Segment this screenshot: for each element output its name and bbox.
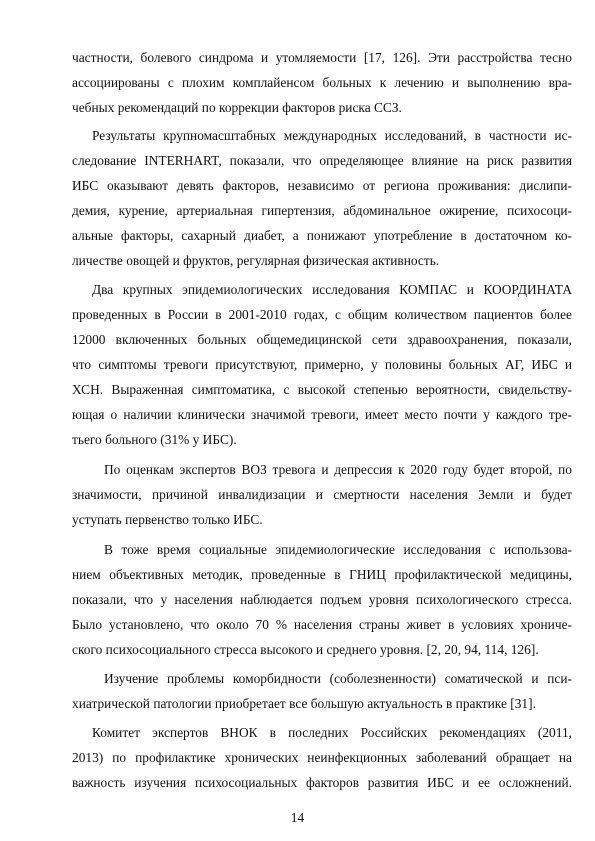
paragraph-2-line-6: личестве овощей и фруктов, регулярная физическая активность.	[72, 253, 440, 268]
paragraph-1-line-3: чебных рекомендаций по коррекции факторов риска ССЗ.	[72, 100, 402, 115]
paragraph-2-line-5: альные факторы, сахарный диабет, а понижают употребление в достаточном ко-	[72, 228, 572, 243]
paragraph-7-line-2: 2013) по профилактике хронических неинфекционных заболеваний обращает на	[72, 750, 572, 765]
paragraph-3-line-3: 12000 включенных больных общемедицинской сети здравоохранения, показали,	[72, 332, 572, 347]
paragraph-1-line-1: частности, болевого синдрома и утомляемости [17, 126]. Эти расстройства тесно	[72, 50, 572, 65]
paragraph-3-line-5: ХСН. Выраженная симптоматика, с высокой степенью вероятности, свидельству-	[72, 382, 572, 397]
paragraph-3-line-7: тьего больного (31% у ИБС).	[72, 432, 237, 447]
paragraph-2-line-2: следование INTERHART, показали, что определяющее влияние на риск развития	[72, 153, 572, 168]
paragraph-5-line-4: Было установлено, что около 70 % населения страны живет в условиях хрониче-	[72, 617, 572, 632]
paragraph-4-line-2: значимости, причиной инвалидизации и смертности населения Земли и будет	[72, 487, 572, 502]
page-number: 14	[290, 810, 305, 825]
paragraph-4-line-3: уступать первенство только ИБС.	[72, 512, 263, 527]
paragraph-3-line-6: ющая о наличии клинически значимой тревоги, имеет место почти у каждого тре-	[72, 407, 572, 422]
paragraph-6-line-2: хиатрической патологии приобретает все большую актуальность в практике [31].	[72, 696, 536, 711]
paragraph-6-line-1: Изучение проблемы коморбидности (соболезненности) соматической и пси-	[104, 671, 572, 686]
paragraph-2-line-1: Результаты крупномасштабных международных исследований, в частности ис-	[92, 128, 572, 143]
paragraph-2-line-4: демия, курение, артериальная гипертензия, абдоминальное ожирение, психосоци-	[72, 203, 572, 218]
paragraph-5-line-3: показали, что у населения наблюдается подъем уровня психологического стресса.	[72, 592, 572, 607]
paragraph-5-line-2: нием объективных методик, проведенные в ГНИЦ профилактической медицины,	[72, 567, 572, 582]
paragraph-2-line-3: ИБС оказывают девять факторов, независимо от региона проживания: дислипи-	[72, 178, 572, 193]
paragraph-1-line-2: ассоциированы с плохим комплайенсом больных к лечению и выполнению вра-	[72, 75, 572, 90]
paragraph-7-line-1: Комитет экспертов ВНОК в последних Российских рекомендациях (2011,	[92, 725, 572, 740]
paragraph-4-line-1: По оценкам экспертов ВОЗ тревога и депрессия к 2020 году будет второй, по	[104, 462, 572, 477]
paragraph-3-line-1: Два крупных эпидемиологических исследования КОМПАС и КООРДИНАТА	[92, 282, 572, 297]
paragraph-5-line-1: В тоже время социальные эпидемиологические исследования с использова-	[104, 542, 572, 557]
paragraph-3-line-2: проведенных в России в 2001-2010 годах, с общим количеством пациентов более	[72, 307, 572, 322]
paragraph-7-line-3: важность изучения психосоциальных факторов развития ИБС и ее осложнений.	[72, 775, 572, 790]
paragraph-3-line-4: что симптомы тревоги присутствуют, примерно, у половины больных АГ, ИБС и	[72, 357, 572, 372]
paragraph-5-line-5: ского психосоциального стресса высокого и среднего уровня. [2, 20, 94, 114, 126].	[72, 642, 539, 657]
